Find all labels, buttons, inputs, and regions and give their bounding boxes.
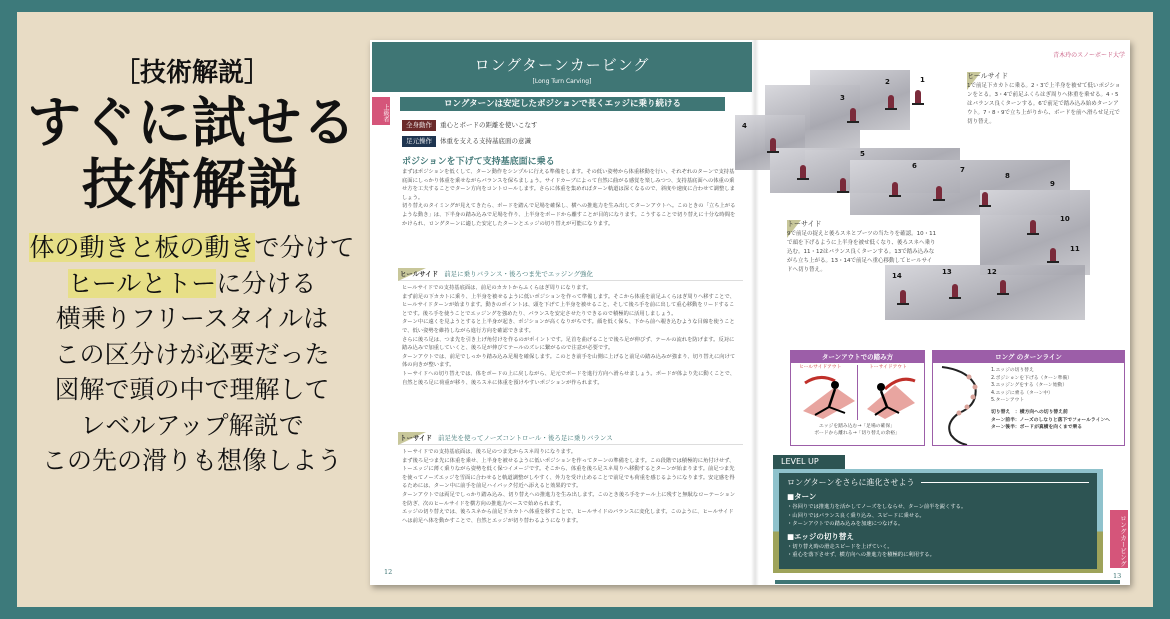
page-number-right: 13	[1113, 572, 1122, 580]
rider-figure	[900, 290, 906, 304]
photo-number: 2	[885, 78, 890, 86]
level-up-item: ・山回りではバランス良く乗り込み、スピードに乗せる。	[787, 512, 925, 519]
headline-line-1: すぐに試せる	[27, 91, 357, 154]
note: ターン後半：ボードが真横を向くまで乗る	[991, 425, 1083, 430]
heel-body: ヒールサイドでの支持基底面は、前足のカカトからふくらはぎ周りになります。 まず前足の下カカトに乗り、上半身を被せるように低いポジションを作って準備します。そこから体重を前足ふくらはぎ周りへ移すことで、ヒールサイドターンが始まります。動きのポイントは、頭を下げて上半身を被せること、そして後ろ手を前に出して重心移動をリードすることです。後ろ手を使うことでエッジングを強めたり、バランスを安定させたりできるので積極的に活用しましょう。 ターン中に遠くを見ようとすると上半身が起き、ポジションが高くなりがちです。顔を低く保ち、下から前へ覗き込むような目線を使うことで、低い姿勢を維持しながら進行方向を確認できます。 さらに後ろ足は、つま先を引き上げ角付けを作るのがポイントです。足首を曲げることで後ろ足が伸びず、テールの流れを防げます。反対に踏み込みで加重していくと、後ろ足が伸びてテールのズレに繋がるので注意が必要です。 ターンアウトでは、前足でしっかり踏み込み足場を確保します。このとき前手を山側に上げると前足の踏み込みが強まり、切り替えに向けて体の向きが整います。 トーサイドへの切り替えでは、体をボードの上に戻しながら、足元でボードを進行方向へ滑らせましょう。ボードが体より先に動くことで、自然と後ろ足に荷重が移り、後ろスネに体重を預けやすいポジションが作られます。	[402, 285, 736, 386]
promo-line	[17, 230, 367, 266]
heel-desc: 前足に乗りバランス・後ろつま先でエッジング強化	[444, 270, 593, 278]
rider-figure	[892, 182, 898, 196]
note: 切り替え ：横方向への切り替え前	[991, 410, 1068, 415]
level-up-tab: LEVEL UP	[773, 455, 845, 469]
promo-headline	[17, 92, 367, 216]
promo-line	[17, 266, 367, 302]
page-subtitle: [Long Turn Carving]	[532, 78, 592, 85]
promo-line: 図解で頭の中で理解して	[54, 375, 330, 404]
photo-number: 5	[860, 150, 865, 158]
toe-section-header	[398, 432, 743, 445]
toe-out-label: トーサイドアウト	[869, 365, 907, 370]
level-up-heading: ■エッジの切り替え	[787, 531, 854, 541]
tag-footwork	[402, 136, 531, 147]
rider-figure	[936, 186, 942, 200]
book-spread	[370, 40, 1130, 585]
turn-line-illustration	[937, 365, 992, 445]
tag-text: 重心とボードの距離を使いこなす	[440, 121, 538, 129]
diagram-title: ターンアウトでの踏み方	[791, 351, 924, 363]
heel-caption	[967, 72, 1122, 127]
level-up-content	[779, 473, 1097, 569]
heel-out-label: ヒールサイドアウト	[799, 365, 842, 370]
toe-caption	[787, 220, 937, 275]
promo-line: この先の滑りも想像しよう	[41, 446, 342, 475]
photo-number: 11	[1070, 245, 1080, 253]
photo-number: 10	[1060, 215, 1070, 223]
section-heading: ポジションを下げて支持基底面に乗る	[402, 157, 555, 167]
tag-text: 体重を支える支持基底面の意識	[440, 137, 531, 145]
toe-label: トーサイド	[400, 434, 433, 442]
level-up-heading: ■ターン	[787, 492, 817, 501]
intro-text: まずはポジションを低くして、ターン動作をシンプルに行える準備をします。その低い姿勢から体重移動を行い、それぞれのターンで支持基底面にしっかり体重を乗せながらバランスを保ちましょう。サイドカーブによって自然に曲がる感覚を楽しみつつ、支持基底面への体重の乗せ方を工夫することでターン方向をコントロールします。さらに体重を集めればターン軌道は深くなるので、斜度や速度に合わせて調整しましょう。 切り替えのタイミングが見えてきたら、ボードを踏んで足場を確保し、横への推進力を生み出してターンアウトへ。このときの「立ち上がるような動き」は、下半身の踏み込みで足場を作り、上半身をボードから離すことが目的になります。こうすることで切り替えに十分な時間をかけられ、ロングターンに適した安定したターンとエッジの切り替えが可能になります。	[402, 169, 736, 227]
rider-figure	[982, 192, 988, 206]
turn-line-diagram	[932, 350, 1125, 446]
rider-figure	[1000, 280, 1006, 294]
rider-figure	[888, 95, 894, 109]
page-number-left: 12	[384, 568, 393, 576]
rider-figure	[800, 165, 806, 179]
level-up-box	[773, 455, 1103, 573]
photo-number: 1	[920, 76, 925, 84]
step: 3.エッジングをする（ターン始動）	[991, 383, 1068, 388]
photo-number: 12	[987, 268, 997, 276]
level-up-item: ・谷回りでは推進力を活かしてノーズをしならせ、ターン前半を鋭くする。	[787, 504, 967, 510]
photo-number: 6	[912, 162, 917, 170]
footer-bar	[775, 580, 1120, 584]
caption-text: 9で前足の捉えと後ろスネとブーツの当たりを確認。10・11で頭を下げるように上半身を被せ低くなり、後ろスネへ乗り込む。11・12はバランス良くターンする。13で踏み込みながら立ち上がる。13・14で前足へ重心移動してヒールサイドへ切り替え。	[787, 231, 937, 273]
step: 5.ターンアウト	[991, 398, 1025, 403]
headline-line-2: 技術解説	[82, 153, 302, 216]
page-title: ロングターンカービング	[474, 56, 650, 74]
caption-text: 1で前足下カカトに乗る。2・3で上半身を被せて低いポジションをとる。3・4で前足ふくらはぎ周りへ体重を乗せる。4・5はバランス良くターンする。6で前足で踏み込み始めターンアウト。7・8・9で立ち上がりから、ボードを前へ滑らせ足元で切り替え。	[967, 83, 1121, 125]
note: ターン前半：ノーズのしなりと落下でフォールラインへ	[991, 417, 1110, 423]
level-up-item: ・切り替え時の滑走スピードを上げていく。	[787, 543, 893, 550]
chapter-tab: ロングカービング	[1110, 510, 1128, 568]
photo-number: 13	[942, 268, 952, 276]
level-up-title: ロングターンをさらに進化させよう	[787, 477, 1089, 488]
toe-body: トーサイドでの支持基底面は、後ろ足のつま先からスネ周りになります。 まず後ろ足つま先に体重を乗せ、上半身を被せるように低いポジションを作ってターンの準備をします。この段階では積極的に角付けせず、トーエッジに薄く乗りながら姿勢を低く保つイメージです。そこから、体重を後ろ足スネ周りへ移動するとターンが始まります。前足つま先を使ってノーズエッジを雪面に合わせると軌道調整がしやすく、外力を受け止めることで前足でも荷重を感じるようになります。安定感を得るためには、ターン中に前手を前足ハイバック付近へ添えると効果的です。 ターンアウトでは両足でしっかり踏み込み、切り替えへの推進力を生み出します。このとき後ろ手をテール上に残すと無駄なローテーションを防ぎ、次のヒールサイドを横方向の推進力ベースで始められます。 エッジの切り替えでは、後ろスネから前足下カカトへ体重を移すことで、ヒールサイドのバランスに変化します。このように、ヒールサイドへは前足へ体を動かすことで、自然とエッジが切り替わるようになります。	[402, 449, 736, 524]
photo-number: 14	[892, 272, 902, 280]
rider-figure	[952, 284, 958, 298]
toe-desc: 前足先を使ってノーズコントロール・後ろ足に乗りバランス	[438, 434, 613, 442]
line-text: で分けて	[254, 233, 355, 262]
promo-line: レベルアップ解説で	[80, 410, 304, 440]
turnout-figures-illustration	[795, 371, 920, 419]
photo-number: 4	[742, 122, 747, 130]
note: エッジを踏み込む→「足場の確保」	[819, 424, 895, 429]
tag-full-body	[402, 120, 538, 131]
rider-figure	[850, 108, 856, 122]
photo-number: 9	[1050, 180, 1055, 188]
rider-figure	[915, 90, 921, 104]
promo-line: この区分けが必要だった	[54, 339, 330, 369]
caption-title: トーサイド	[787, 220, 822, 228]
note: ボードから離れる→「切り替えの余裕」	[814, 431, 900, 436]
promo-bracket-title: ［技術解説］	[113, 58, 270, 88]
heel-label: ヒールサイド	[400, 270, 439, 278]
tag-label: 全身動作	[402, 120, 436, 131]
line-text: に分ける	[216, 268, 317, 298]
promo-line: 横乗りフリースタイルは	[55, 304, 329, 333]
rider-figure	[1050, 248, 1056, 262]
page-header	[372, 42, 752, 92]
diagram-title: ロング のターンライン	[933, 351, 1124, 363]
diagram-notes	[791, 423, 923, 437]
photo-number: 7	[960, 166, 965, 174]
step: 2.ポジションを下げる（ターン準備）	[991, 375, 1073, 381]
step: 1.エッジの切り替え	[991, 368, 1034, 373]
turnout-diagram	[790, 350, 925, 446]
turn-notes	[991, 409, 1110, 432]
rider-figure	[1030, 220, 1036, 234]
promo-lines	[17, 230, 367, 479]
rider-figure	[770, 138, 776, 152]
heel-section-header	[398, 268, 743, 281]
step: 4.エッジに乗る（ターン中）	[991, 390, 1053, 396]
lead-banner: ロングターンは安定したポジションで長くエッジに乗り続ける	[400, 97, 725, 111]
tag-label: 足元操作	[402, 136, 436, 147]
rider-figure	[840, 178, 846, 192]
series-brand: 青木玲のスノーボード大学	[1053, 52, 1125, 59]
caption-title: ヒールサイド	[967, 72, 1009, 80]
highlight-text: 体の動きと板の動き	[29, 233, 255, 262]
promo-background	[17, 12, 1153, 607]
turn-steps	[991, 367, 1072, 405]
level-tab: 上級者	[372, 97, 390, 125]
level-up-item: ・重心を落下させず、横方向への推進力を積極的に利用する。	[787, 552, 935, 558]
level-up-item: ・ターンアウトでの踏み込みを加速につなげる。	[787, 521, 904, 527]
photo-number: 8	[1005, 172, 1010, 180]
highlight-text: ヒールとトー	[67, 268, 217, 298]
photo-number: 3	[840, 94, 845, 102]
